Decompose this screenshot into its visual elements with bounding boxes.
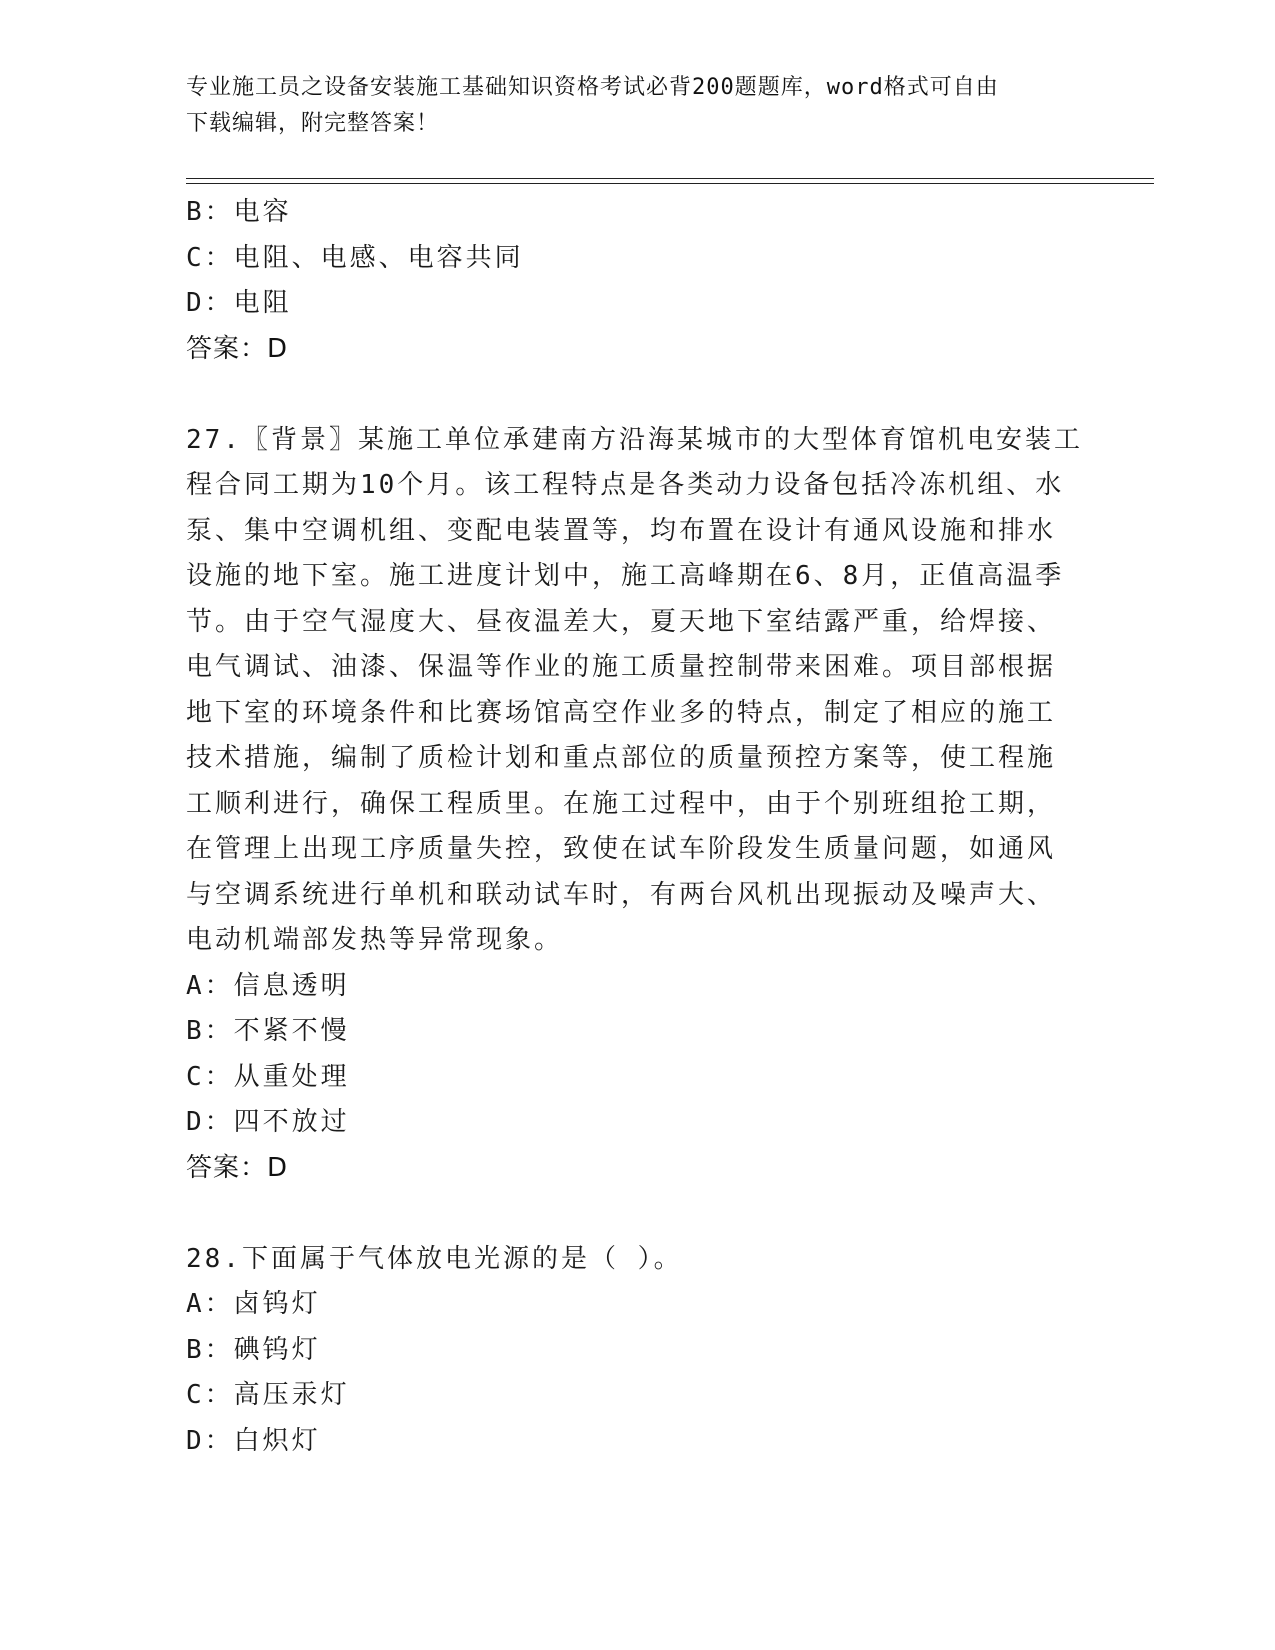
- question-text-line: 节。由于空气湿度大、昼夜温差大，夏天地下室结露严重，给焊接、: [186, 606, 1057, 637]
- question-text-line: 电气调试、油漆、保温等作业的施工质量控制带来困难。项目部根据: [186, 652, 1057, 682]
- option-d: D：白炽灯: [186, 1425, 321, 1456]
- question-text-line: 电动机端部发热等异常现象。: [186, 925, 564, 955]
- document-body: [186, 190, 1086, 1464]
- option-d: D：电阻: [186, 288, 292, 318]
- question-text-line: 技术措施，编制了质检计划和重点部位的质量预控方案等，使工程施: [186, 743, 1057, 773]
- spacer: [186, 372, 1086, 418]
- option-c: C：电阻、电感、电容共同: [186, 242, 524, 273]
- spacer: [186, 1191, 1086, 1237]
- header-rule-bottom: [186, 183, 1154, 184]
- question-text-line: 设施的地下室。施工进度计划中，施工高峰期在6、8月，正值高温季: [186, 561, 1065, 591]
- question-text-line: 程合同工期为10个月。该工程特点是各类动力设备包括冷冻机组、水: [186, 470, 1065, 500]
- answer: 答案：D: [186, 1152, 289, 1183]
- question-27: [186, 418, 1086, 1192]
- header-rule-top: [186, 178, 1154, 179]
- prev-question: [186, 190, 1086, 372]
- question-text-line: 地下室的环境条件和比赛场馆高空作业多的特点，制定了相应的施工: [186, 697, 1057, 728]
- option-a: A：信息透明: [186, 970, 350, 1001]
- document-header: [186, 70, 1076, 142]
- option-c: C：从重处理: [186, 1061, 350, 1092]
- question-text-line: 与空调系统进行单机和联动试车时，有两台风机出现振动及噪声大、: [186, 879, 1057, 910]
- question-text-line: 泵、集中空调机组、变配电装置等，均布置在设计有通风设施和排水: [186, 515, 1057, 546]
- option-c: C：高压汞灯: [186, 1380, 350, 1410]
- question-text-line: 27.〖背景〗某施工单位承建南方沿海某城市的大型体育馆机电安装工: [186, 424, 1083, 455]
- question-text: 28.下面属于气体放电光源的是（ ）。: [186, 1243, 683, 1274]
- question-28: [186, 1237, 1086, 1465]
- header-line-2: 下载编辑，附完整答案！: [186, 111, 440, 136]
- question-text-line: 在管理上出现工序质量失控，致使在试车阶段发生质量问题，如通风: [186, 834, 1057, 864]
- header-line-1: 专业施工员之设备安装施工基础知识资格考试必背200题题库，word格式可自由: [186, 75, 999, 100]
- answer: 答案：D: [186, 333, 289, 364]
- option-a: A：卤钨灯: [186, 1289, 321, 1319]
- question-text-line: 工顺利进行，确保工程质里。在施工过程中，由于个别班组抢工期，: [186, 788, 1057, 819]
- option-b: B：不紧不慢: [186, 1016, 350, 1046]
- option-d: D：四不放过: [186, 1107, 350, 1137]
- option-b: B：电容: [186, 197, 292, 227]
- option-b: B：碘钨灯: [186, 1334, 321, 1365]
